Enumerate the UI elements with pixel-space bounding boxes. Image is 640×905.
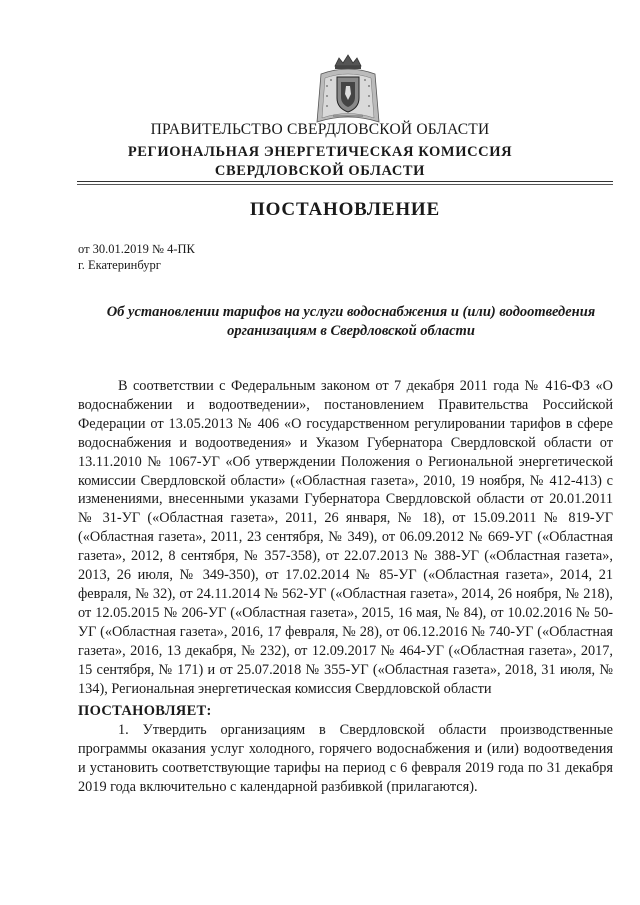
org-line-commission: РЕГИОНАЛЬНАЯ ЭНЕРГЕТИЧЕСКАЯ КОМИССИЯ <box>127 144 513 160</box>
resolution-item-1-block <box>78 721 613 797</box>
document-subject: Об установлении тарифов на услуги водоснабжения и (или) водоотведения организациям в Свердловской области <box>106 304 596 339</box>
header-rule-thick <box>77 181 613 182</box>
org-line-region: СВЕРДЛОВСКОЙ ОБЛАСТИ <box>214 163 426 179</box>
document-date-number: от 30.01.2019 № 4-ПК <box>78 242 195 256</box>
resolution-item-1: 1. Утвердить организациям в Свердловской области производственные программы оказания услуг холодного, горячего водоснабжения и (или) водоотведения и установить соответствующие тарифы на период с 6 февраля 2019 года по 31 декабря 2019 года включительно с календарной разбивкой (прилагаются). <box>78 722 613 795</box>
preamble-block <box>78 377 613 698</box>
coat-of-arms-icon <box>313 52 383 128</box>
header-rule-thin <box>77 184 613 185</box>
document-type-title: ПОСТАНОВЛЕНИЕ <box>250 199 440 220</box>
preamble-paragraph: В соответствии с Федеральным законом от 7 декабря 2011 года № 416-ФЗ «О водоснабжении и водоотведении», постановлением Правительства Российской Федерации от 13.05.2013 № 406 «О государственном регулировании тарифов в сфере водоснабжения и водоотведения» и Указом Губернатора Свердловской области от 13.11.2010 № 1067-УГ «Об утверждении Положения о Региональной энергетической комиссии Свердловской области» («Областная газета», 2010, 19 ноября, № 412-413) с изменениями, внесенными указами Губернатора Свердловской области от 20.01.2011 № 31-УГ («Областная газета», 2011, 26 января, № 18), от 15.09.2011 № 819-УГ («Областная газета», 2011, 23 сентября, № 349), от 06.09.2012 № 669-УГ («Областная газета», 2012, 8 сентября, № 357-358), от 22.07.2013 № 388-УГ («Областная газета», 2013, 26 июля, № 349-350), от 17.02.2014 № 85-УГ («Областная газета», 2014, 21 февраля, № 32), от 24.11.2014 № 562-УГ («Областная газета», 2014, 26 ноября, № 218), от 12.05.2015 № 206-УГ («Областная газета», 2015, 16 мая, № 84), от 10.02.2016 № 50-УГ («Областная газета», 2016, 17 февраля, № 28), от 06.12.2016 № 740-УГ («Областная газета», 2016, 13 декабря, № 232), от 12.09.2017 № 464-УГ («Областная газета», 2017, 15 сентября, № 171) и от 25.07.2018 № 355-УГ («Областная газета», 2018, 31 июля, № 134), Региональная энергетическая комиссия Свердловской области <box>78 378 613 697</box>
org-line-government: ПРАВИТЕЛЬСТВО СВЕРДЛОВСКОЙ ОБЛАСТИ <box>150 121 490 138</box>
document-city: г. Екатеринбург <box>78 258 161 272</box>
resolves-heading: ПОСТАНОВЛЯЕТ: <box>78 703 212 719</box>
